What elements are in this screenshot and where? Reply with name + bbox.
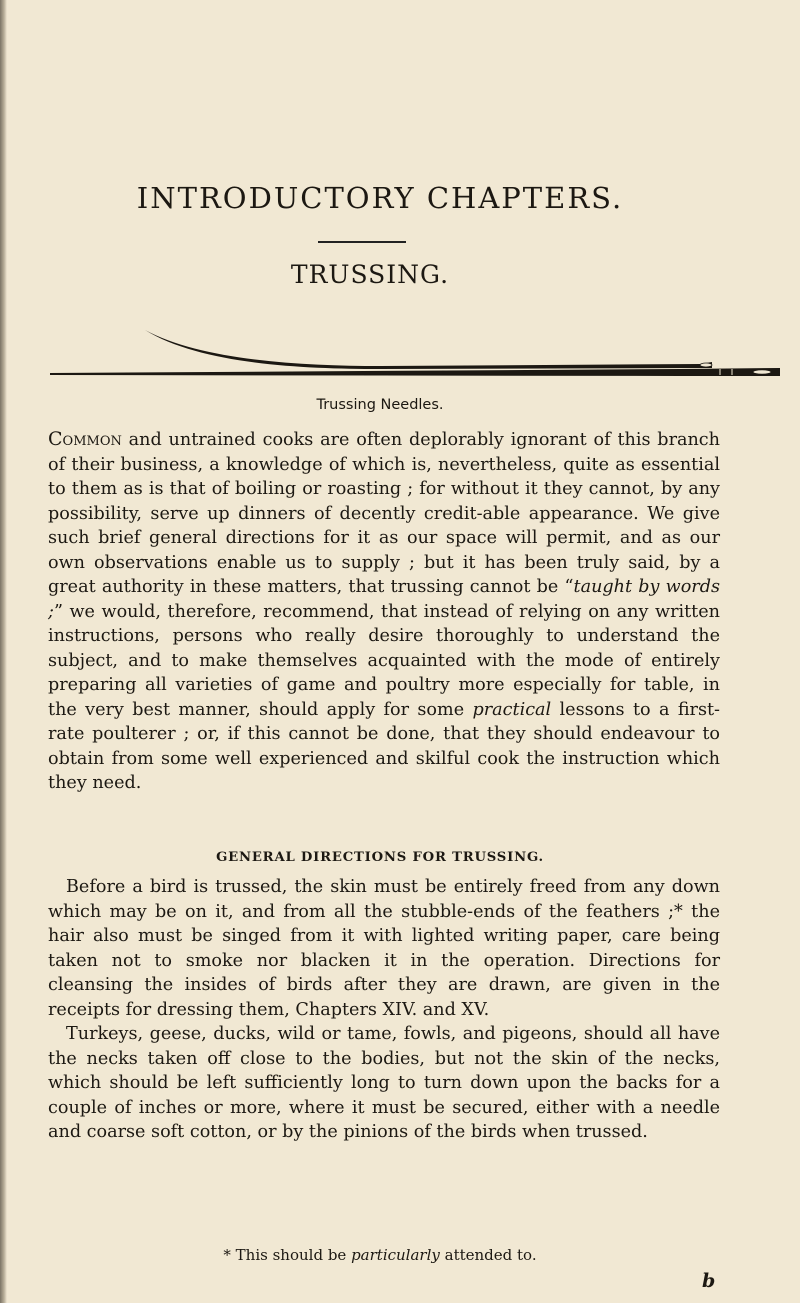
italic-phrase: taught by words ; [48,577,720,622]
figure-caption: Trussing Needles. [316,397,444,413]
paragraph-text: ” we would, therefore, recommend, that instead of relying on any written instructions, persons who really desire thoroughly to understand the subject, and to make themselves acquainted with the mode of entirely preparing all varieties of game and poultry more especially for table, in the very best manner, should apply for some [48,601,720,720]
italic-word: practical [472,699,552,720]
heading-rule [318,241,406,243]
straight-needle-icon [50,368,780,376]
signature-mark: b [702,1270,716,1292]
chapter-heading: INTRODUCTORY CHAPTERS. [136,181,624,215]
footnote-text: * This should be [223,1246,352,1264]
drop-lead-word: Common [48,428,122,450]
curved-needle-icon [145,330,712,369]
paragraph-text: and untrained cooks are often deplorably ignorant of this branch of their business, a knowledge of which is, nevertheless, quite as essential to them as is that of boiling or roasting ; for without it they cannot, by any possibility, serve up dinners of decently credit-able appearance. We give such brief general directions for it as our space will permit, and as our own observations enable us to supply ; but it has been truly said, by a great authority in these matters, that trussing cannot be “ [48,430,720,597]
footnote [140,1246,620,1264]
intro-paragraph [48,427,720,796]
footnote-text: attended to. [439,1246,537,1264]
directions-section [48,875,720,1145]
paragraph-common-cooks [48,427,720,796]
section-heading: TRUSSING. [290,260,450,289]
paragraph-necks: Turkeys, geese, ducks, wild or tame, fowls, and pigeons, should all have the necks taken off close to the bodies, but not the skin of the necks, which should be left sufficiently long to turn down upon the backs for a couple of inches or more, where it must be secured, either with a needle and coarse soft cotton, or by the pinions of the birds when trussed. [48,1024,720,1142]
paragraph-text: lessons to a first-rate poulterer ; or, if this cannot be done, that they should endeavour to obtain from some well experienced and skilful cook the instruction which they need. [48,699,721,793]
footnote-italic-word: particularly [351,1246,440,1264]
trussing-needles-figure [0,318,800,378]
sub-heading: GENERAL DIRECTIONS FOR TRUSSING. [216,850,544,865]
paragraph-before-trussed: Before a bird is trussed, the skin must be entirely freed from any down which may be on it, and from all the stubble-ends of the feathers ;* the hair also must be singed from it with lighted writing paper, care being taken not to smoke nor blacken it in the operation. Directions for cleansing the insides of birds after they are drawn, are given in the receipts for dressing them, Chapters XIV. and XV. [48,877,720,1020]
